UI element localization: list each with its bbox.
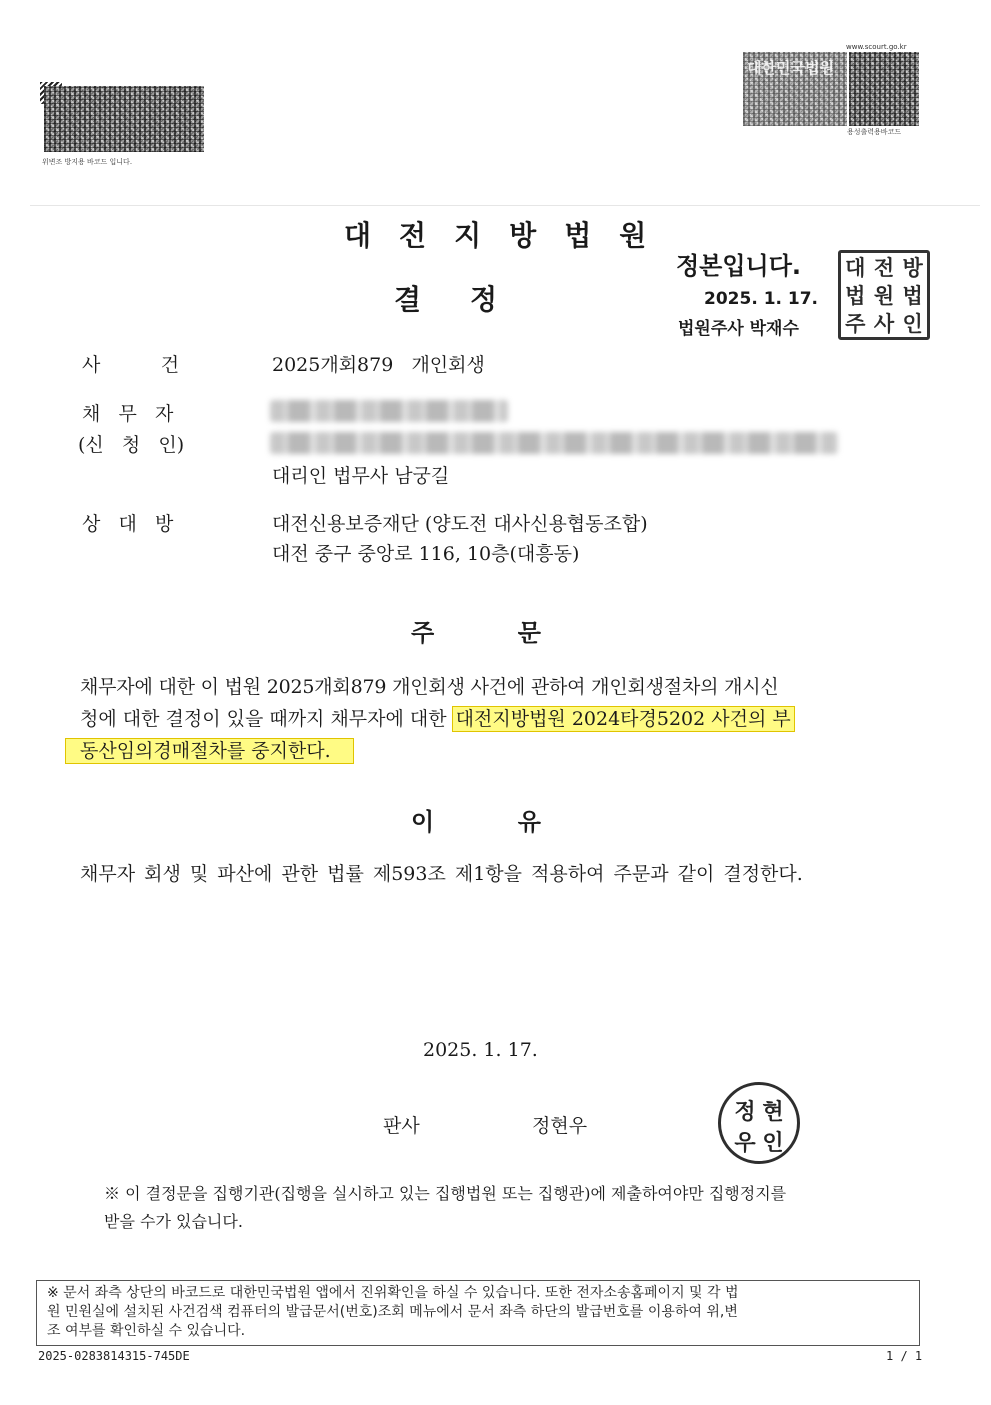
right-barcode: [743, 52, 919, 126]
case-label: 사 건: [82, 354, 180, 376]
redacted-debtor-address: [270, 432, 838, 454]
applicant-label: (신 청 인): [78, 434, 185, 456]
highlighted-order-text: 대전지방법원 2024타경5202 사건의 부: [453, 707, 794, 731]
seal-char: 방: [902, 254, 923, 280]
right-barcode-caption: 용성출력용바코드: [847, 128, 902, 136]
verification-line-3: 조 여부를 확인하실 수 있습니다.: [47, 1323, 246, 1339]
redacted-debtor-name: [270, 400, 508, 422]
order-line-2-plain: 청에 대한 결정이 있을 때까지 채무자에 대한: [80, 708, 453, 730]
court-url: www.scourt.go.kr: [846, 43, 907, 51]
certified-date: 2025. 1. 17.: [704, 289, 819, 309]
order-line-3: [66, 735, 353, 768]
seal-char: 현: [762, 1099, 784, 1125]
agent-name: 대리인 법무사 남궁길: [272, 465, 450, 487]
page-indicator: 1 / 1: [886, 1349, 923, 1363]
seal-char: 대: [845, 254, 866, 280]
order-heading: 주 문: [411, 619, 541, 647]
opponent-address: 대전 중구 중앙로 116, 10층(대흥동): [272, 543, 580, 565]
seal-char: 정: [734, 1099, 756, 1125]
execution-notice-line-2: 받을 수가 있습니다.: [104, 1212, 243, 1231]
seal-char: 법: [902, 282, 923, 308]
seal-char: 주: [845, 310, 866, 336]
court-clerk: 법원주사 박재수: [678, 319, 799, 339]
certified-copy-note: 정본입니다.: [676, 252, 802, 280]
reason-text: 채무자 회생 및 파산에 관한 법률 제593조 제1항을 적용하여 주문과 같이 결정한다.: [80, 863, 803, 885]
seal-char: 법: [845, 282, 866, 308]
verification-notice-box: [36, 1280, 920, 1346]
execution-notice-line-1: ※ 이 결정문을 집행기관(집행을 실시하고 있는 집행법원 또는 집행관)에 제출하여야만 집행정지를: [104, 1184, 787, 1203]
header-divider: [30, 205, 980, 206]
verification-line-2: 원 민원실에 설치된 사건검색 컴퓨터의 발급문서(번호)조회 메뉴에서 문서 좌측 하단의 발급번호를 이용하여 위,변: [47, 1304, 738, 1320]
judge-title: 판사: [383, 1115, 420, 1137]
issue-number: 2025-0283814315-745DE: [38, 1349, 190, 1363]
seal-char: 인: [902, 310, 923, 336]
left-barcode-caption: 위변조 방지용 바코드 입니다.: [42, 158, 133, 166]
court-seal-stamp: [838, 250, 930, 340]
seal-char: 사: [873, 310, 895, 336]
reason-heading: 이 유: [411, 808, 541, 836]
seal-char: 우: [734, 1130, 756, 1156]
court-name: 대전지방법원: [344, 219, 675, 252]
order-line-1: 채무자에 대한 이 법원 2025개회879 개인회생 사건에 관하여 개인회생절차의 개시신: [80, 676, 779, 698]
judge-name: 정현우: [532, 1115, 588, 1137]
seal-char: 인: [762, 1130, 784, 1156]
seal-char: 전: [873, 254, 895, 280]
judge-seal-stamp: [718, 1082, 800, 1164]
decision-title: 결 정: [394, 283, 500, 316]
opponent-label: 상 대 방: [82, 513, 174, 535]
order-line-2: [80, 703, 794, 736]
barcode-watermark: 대한민국법원: [747, 59, 834, 77]
left-barcode: [40, 82, 206, 158]
barcode-pattern: [849, 52, 919, 126]
opponent-name: 대전신용보증재단 (양도전 대사신용협동조합): [272, 513, 648, 535]
case-value: 2025개회879 개인회생: [272, 354, 485, 376]
seal-char: 원: [873, 282, 895, 308]
barcode-pattern: [44, 86, 204, 152]
decision-date: 2025. 1. 17.: [423, 1039, 538, 1061]
highlighted-order-text: 동산임의경매절차를 중지한다.: [66, 739, 353, 763]
debtor-label: 채 무 자: [82, 403, 174, 425]
verification-line-1: ※ 문서 좌측 상단의 바코드로 대한민국법원 앱에서 진위확인을 하실 수 있습니다. 또한 전자소송홈페이지 및 각 법: [47, 1285, 739, 1301]
